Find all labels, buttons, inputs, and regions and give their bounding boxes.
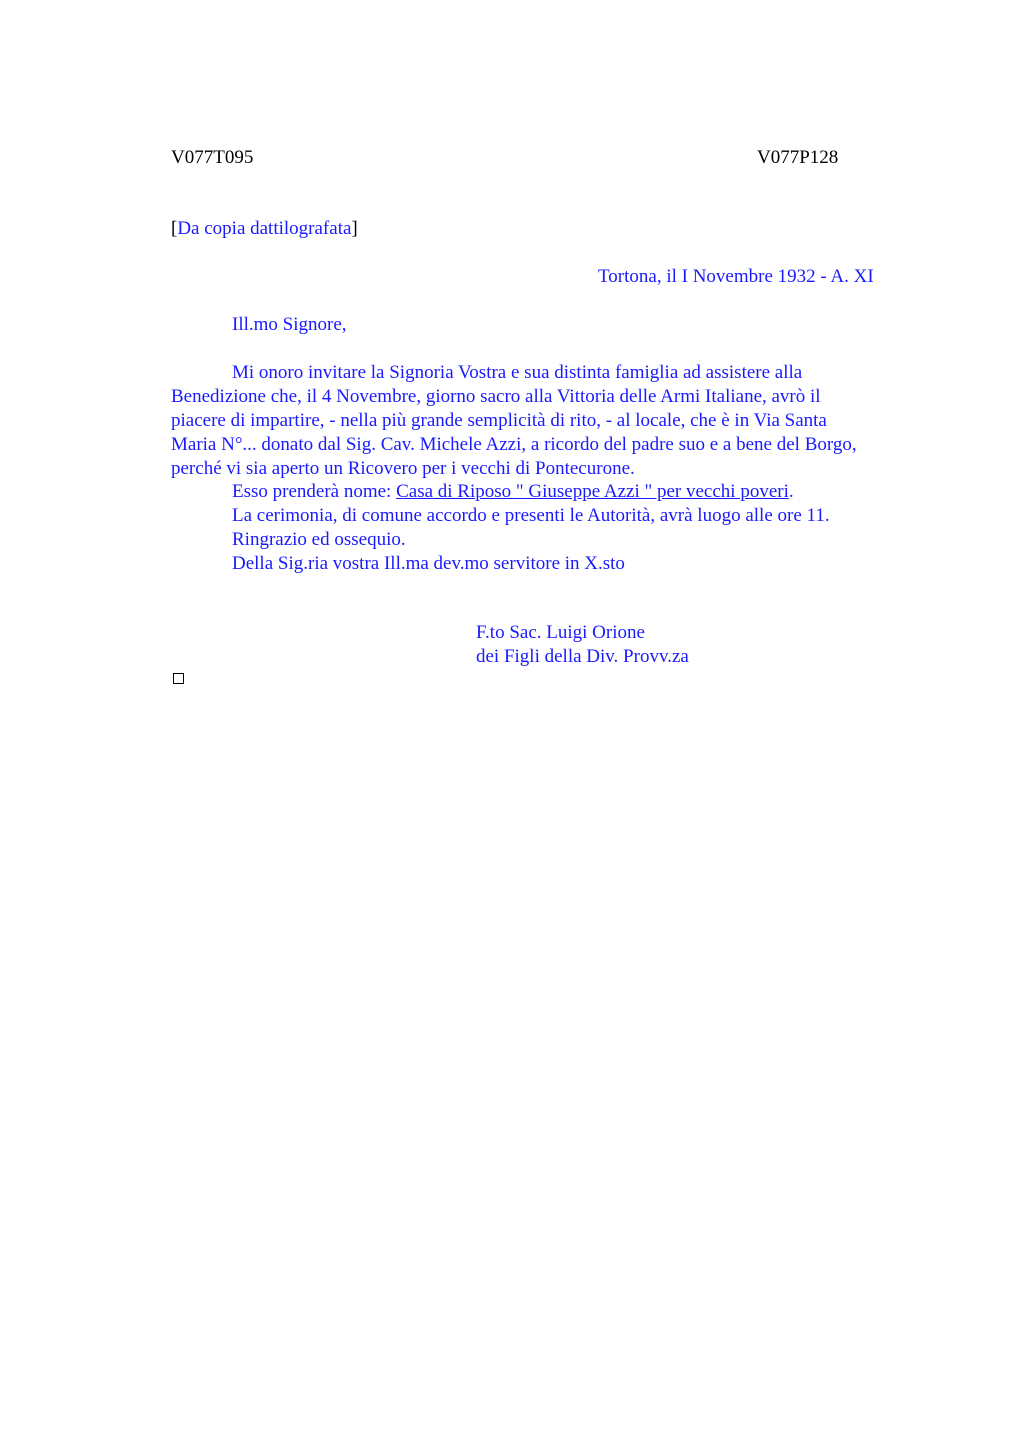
signature-title: dei Figli della Div. Provv.za	[476, 646, 689, 667]
signature-block	[476, 621, 689, 669]
body-line: Maria N°... donato dal Sig. Cav. Michele Azzi, a ricordo del padre suo e a bene del Borgo,	[171, 434, 857, 455]
body-paragraph	[171, 361, 931, 481]
salutation: Ill.mo Signore,	[232, 314, 347, 335]
closing-line: Della Sig.ria vostra Ill.ma dev.mo servitore in X.sto	[232, 553, 625, 574]
source-note-close-bracket: ]	[351, 218, 358, 239]
body-line: Benedizione che, il 4 Novembre, giorno sacro alla Vittoria delle Armi Italiane, avrò il	[171, 386, 821, 407]
institution-name: Casa di Riposo " Giuseppe Azzi " per vecchi poveri	[396, 481, 789, 502]
thanks-line: Ringrazio ed ossequio.	[232, 529, 406, 550]
body-line: piacere di impartire, - nella più grande semplicità di rito, - al locale, che è in Via Santa	[171, 410, 827, 431]
source-note-open-bracket: [	[171, 218, 178, 239]
signature-name: F.to Sac. Luigi Orione	[476, 622, 645, 643]
body-continuation	[232, 480, 830, 576]
source-note	[171, 217, 358, 241]
body-line: perché vi sia aperto un Ricovero per i vecchi di Pontecurone.	[171, 458, 635, 479]
ceremony-line: La cerimonia, di comune accordo e presenti le Autorità, avrà luogo alle ore 11.	[232, 505, 830, 526]
institution-name-prefix: Esso prenderà nome:	[232, 481, 397, 502]
source-note-text: Da copia dattilografata	[177, 218, 352, 239]
document-code-left: V077T095	[171, 147, 254, 168]
body-line: Mi onoro invitare la Signoria Vostra e sua distinta famiglia ad assistere alla	[232, 362, 803, 383]
document-code-right: V077P128	[757, 147, 839, 168]
institution-name-suffix: .	[788, 481, 794, 502]
square-marker-icon	[173, 673, 184, 684]
place-date: Tortona, il I Novembre 1932 - A. XI	[598, 266, 874, 287]
institution-name-line	[232, 480, 830, 504]
